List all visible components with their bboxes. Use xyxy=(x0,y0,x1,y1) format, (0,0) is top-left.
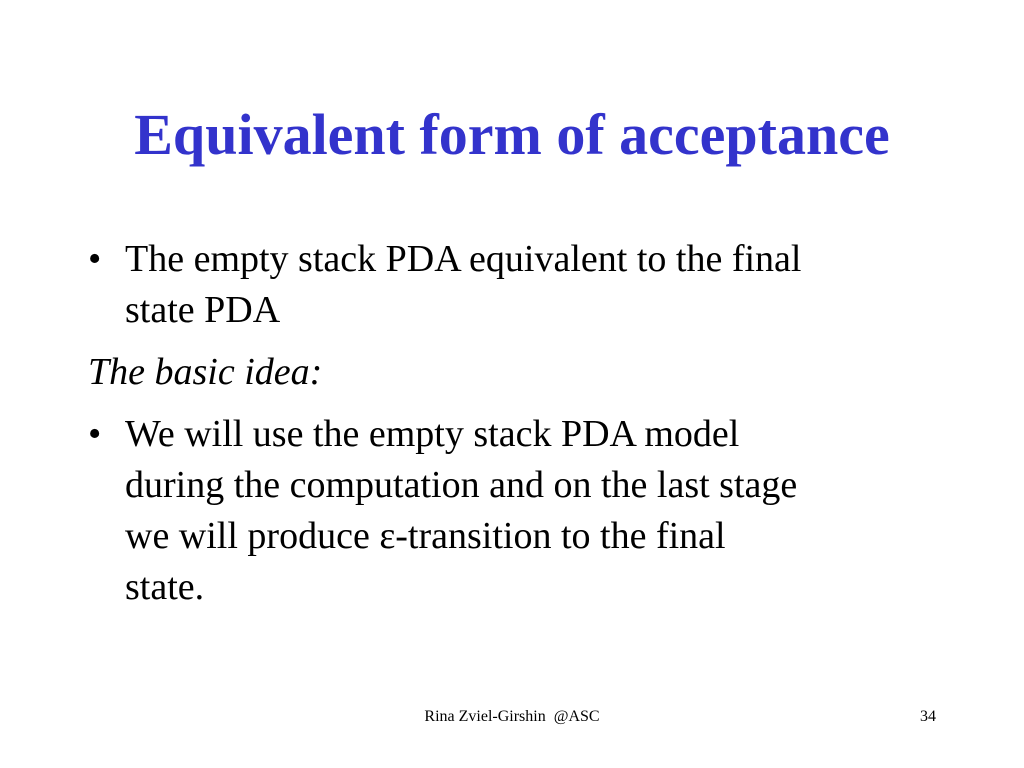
epsilon-symbol: ε xyxy=(379,515,396,557)
footer-author: Rina Zviel-Girshin @ASC xyxy=(424,708,600,725)
bullet-item xyxy=(88,234,968,336)
page-number: 34 xyxy=(920,708,936,725)
italic-subheading: The basic idea: xyxy=(88,351,323,393)
bullet-text-line: The empty stack PDA equivalent to the final xyxy=(125,238,802,280)
bullet-dot: • xyxy=(88,413,102,455)
bullet-text-line: state PDA xyxy=(125,289,281,331)
bullet-text-fragment: -transition to the final xyxy=(395,515,726,557)
bullet-text-line: during the computation and on the last stage xyxy=(125,464,798,506)
bullet-text-line: state. xyxy=(125,566,205,608)
bullet-text-line: We will use the empty stack PDA model xyxy=(125,413,740,455)
bullet-item xyxy=(88,409,968,613)
bullet-dot: • xyxy=(88,238,102,280)
slide-title: Equivalent form of acceptance xyxy=(134,102,890,167)
slide-body xyxy=(88,234,968,624)
bullet-text-fragment: we will produce xyxy=(125,515,380,557)
